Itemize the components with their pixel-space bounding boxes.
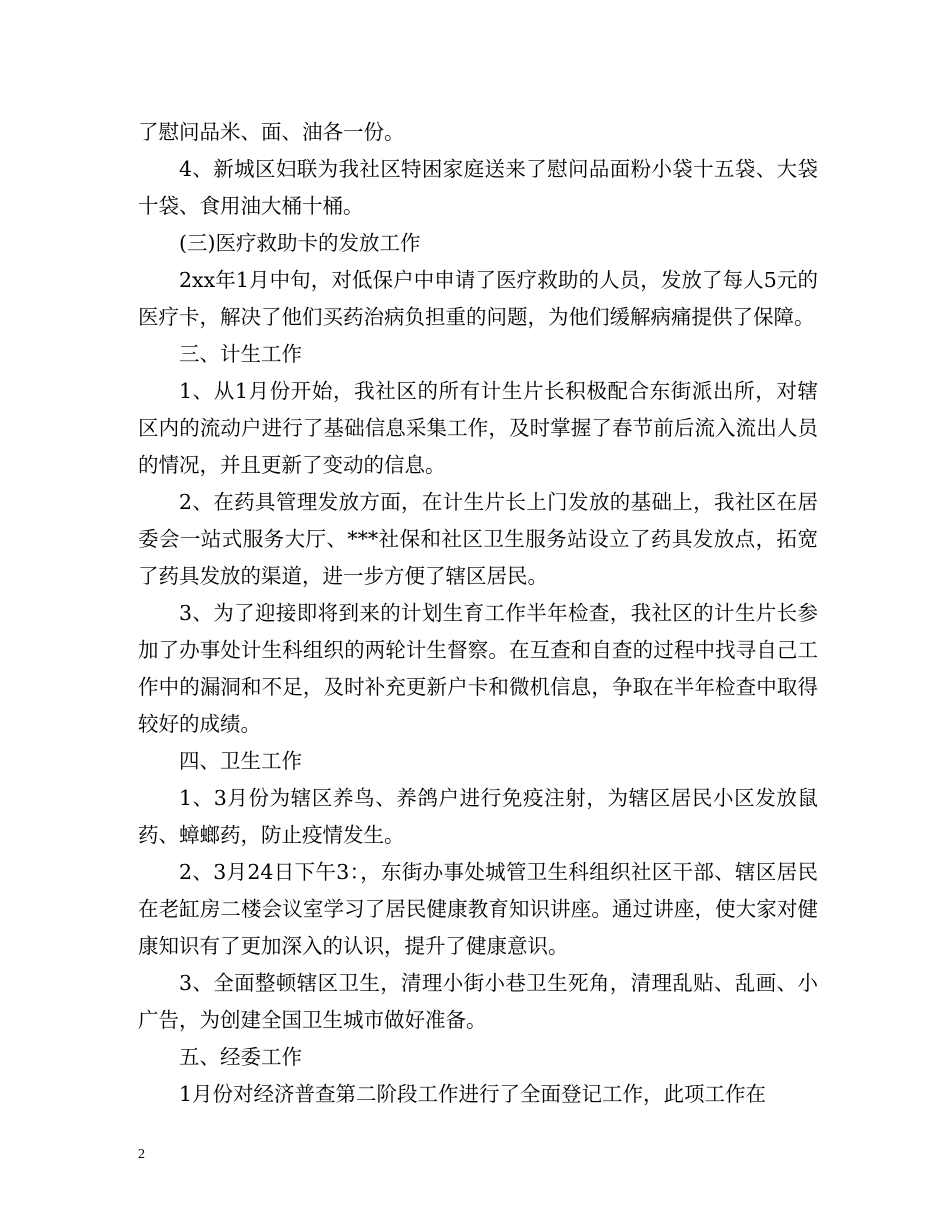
paragraph-14: 1月份对经济普查第二阶段工作进行了全面登记工作，此项工作在: [179, 1082, 767, 1106]
paragraph-12: 3、全面整顿辖区卫生，清理小街小巷卫生死角，清理乱贴、乱画、小广告，为创建全国卫生城市做好准备。: [138, 971, 818, 1032]
section-heading-economic: 五、经委工作: [179, 1045, 302, 1069]
paragraph-11: 2、3月24日下午3：，东街办事处城管卫生科组织社区干部、辖区居民在老缸房二楼会议室学习了居民健康教育知识讲座。通过讲座，使大家对健康知识有了更加深入的认识，提升了健康意识。: [138, 860, 818, 958]
paragraph-8: 3、为了迎接即将到来的计划生育工作半年检查，我社区的计生片长参加了办事处计生科组织的两轮计生督察。在互查和自查的过程中找寻自己工作中的漏洞和不足，及时补充更新户卡和微机信息，争取在半年检查中取得较好的成绩。: [138, 601, 818, 736]
section-heading-sanitation: 四、卫生工作: [179, 749, 302, 773]
section-heading-medical-card: (三)医疗救助卡的发放工作: [179, 231, 421, 255]
paragraph-6: 1、从1月份开始，我社区的所有计生片长积极配合东街派出所，对辖区内的流动户进行了基础信息采集工作，及时掌握了春节前后流入流出人员的情况，并且更新了变动的信息。: [138, 379, 818, 477]
paragraph-1: 了慰问品米、面、油各一份。: [138, 120, 405, 144]
page-number: 2: [138, 1147, 145, 1162]
document-body: [138, 114, 818, 1113]
paragraph-10: 1、3月份为辖区养鸟、养鸽户进行免疫注射，为辖区居民小区发放鼠药、蟑螂药，防止疫情发生。: [138, 786, 818, 847]
paragraph-4: 2xx年1月中旬，对低保户中申请了医疗救助的人员，发放了每人5元的医疗卡，解决了他们买药治病负担重的问题，为他们缓解病痛提供了保障。: [138, 268, 818, 329]
paragraph-2: 4、新城区妇联为我社区特困家庭送来了慰问品面粉小袋十五袋、大袋十袋、食用油大桶十桶。: [138, 157, 818, 218]
section-heading-family-planning: 三、计生工作: [179, 342, 302, 366]
paragraph-7: 2、在药具管理发放方面，在计生片长上门发放的基础上，我社区在居委会一站式服务大厅、***社保和社区卫生服务站设立了药具发放点，拓宽了药具发放的渠道，进一步方便了辖区居民。: [138, 490, 818, 588]
